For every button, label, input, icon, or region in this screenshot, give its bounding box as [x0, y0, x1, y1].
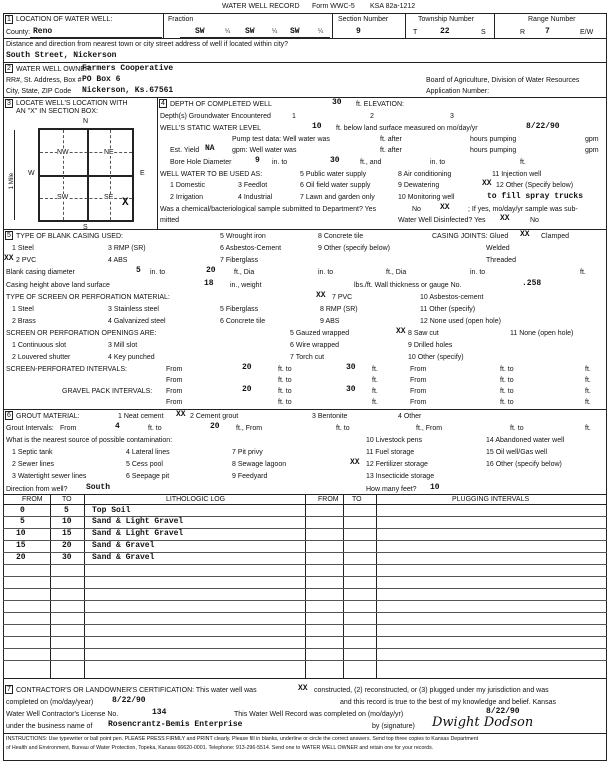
log-header-from: FROM: [22, 496, 43, 503]
township-t: T: [413, 29, 418, 36]
use-mark: XX: [482, 179, 492, 188]
depth-value: 30: [332, 98, 342, 107]
quadrant-nw: NW: [57, 149, 69, 156]
screen-9: 9 ABS: [320, 318, 340, 325]
yield-value: NA: [205, 144, 215, 153]
gpi-from-2: From: [410, 388, 427, 395]
license-label: Water Well Contractor's License No.: [6, 711, 119, 718]
county-value: Reno: [33, 27, 53, 36]
spi-to-4: ft. to: [500, 377, 514, 384]
contam-13: 13 Insecticide storage: [366, 473, 435, 480]
depth-label: DEPTH OF COMPLETED WELL: [170, 101, 272, 108]
ksa-reference: KSA 82a-1212: [370, 3, 416, 10]
static-value: 10: [312, 122, 322, 131]
gi-to-label-2: ft. to: [336, 425, 350, 432]
contam-15: 15 Oil well/Gas well: [486, 449, 548, 456]
contamination-label: What is the nearest source of possible contamination:: [6, 437, 173, 444]
screen-11: 11 Other (specify): [420, 306, 476, 313]
casing-weight-label: in., weight: [230, 282, 262, 289]
record-completed-date: 8/22/90: [486, 707, 520, 716]
address-label: RR#, St. Address, Box #: [6, 77, 82, 84]
screen-8: 8 RMP (SR): [320, 306, 358, 313]
quarter-mark-2: ¼: [272, 28, 278, 35]
record-completed-label: This Water Well Record was completed on (mo/day/yr): [234, 711, 404, 718]
section-6-number: 6: [5, 411, 13, 420]
casing-dia-1: ft., Dia: [234, 269, 255, 276]
elevation-label: ft. ELEVATION:: [356, 101, 404, 108]
gpi-label: GRAVEL PACK INTERVALS:: [62, 388, 153, 395]
use-label: WELL WATER TO BE USED AS:: [160, 171, 263, 178]
use-4: 4 Industrial: [238, 194, 273, 201]
open-8: 8 Saw cut: [408, 330, 439, 337]
grout-2: 2 Cement grout: [190, 413, 239, 420]
screen-mark: XX: [316, 291, 326, 300]
log-from: 20: [16, 553, 26, 562]
casing-to-value: 20: [206, 266, 216, 275]
log-to: 10: [62, 517, 72, 526]
log-from: 10: [16, 529, 26, 538]
yield-after: ft. after: [380, 147, 402, 154]
casing-height-value: 18: [204, 279, 214, 288]
gpi-to-value: 30: [346, 385, 356, 394]
log-from: 0: [20, 506, 25, 515]
casing-diameter-value: 5: [136, 266, 141, 275]
screen-7: 7 PVC: [332, 294, 353, 301]
quarter-mark-3: ¼: [318, 28, 324, 35]
open-5: 5 Gauzed wrapped: [290, 330, 350, 337]
gpi-to-2: ft. to: [500, 388, 514, 395]
quadrant-se: SE: [104, 194, 114, 201]
casing-lbs-label: lbs./ft. Wall thickness or gauge No.: [354, 282, 462, 289]
gauge-value: .258: [522, 279, 542, 288]
completed-date: 8/22/90: [112, 696, 146, 705]
use-12: 12 Other (Specify below): [496, 182, 574, 189]
use-9: 9 Dewatering: [398, 182, 440, 189]
quadrant-ne: NE: [104, 149, 114, 156]
screen-4: 4 Galvanized steel: [108, 318, 166, 325]
direction-value: South: [86, 483, 111, 492]
quadrant-sw: SW: [57, 194, 69, 201]
log-description: Sand & Gravel: [92, 553, 155, 562]
gpi-to-4: ft. to: [500, 399, 514, 406]
range-label: Range Number: [528, 16, 576, 23]
grout-from-value: 4: [115, 422, 120, 431]
use-7: 7 Lawn and garden only: [300, 194, 375, 201]
screen-5: 5 Fiberglass: [220, 306, 259, 313]
grout-mark: XX: [176, 410, 186, 419]
log-to: 30: [62, 553, 72, 562]
open-2: 2 Louvered shutter: [12, 354, 71, 361]
casing-in-to-3: in. to: [470, 269, 486, 276]
spi-to-1: ft. to: [278, 366, 292, 373]
grout-3: 3 Bentonite: [312, 413, 348, 420]
open-7: 7 Torch cut: [290, 354, 325, 361]
certification-mark: XX: [298, 684, 308, 693]
contam-9: 9 Feedyard: [232, 473, 268, 480]
casing-in-to: in. to: [150, 269, 166, 276]
compass-e: E: [140, 170, 145, 177]
screen-6: 6 Concrete tile: [220, 318, 266, 325]
contam-6: 6 Seepage pit: [126, 473, 170, 480]
casing-in-to-2: in. to: [318, 269, 334, 276]
use-10: 10 Monitoring well: [398, 194, 455, 201]
yield-hours: hours pumping: [470, 147, 517, 154]
static-label: WELL'S STATIC WATER LEVEL: [160, 125, 262, 132]
log-header-plugging: PLUGGING INTERVALS: [452, 496, 530, 503]
township-s: S: [481, 29, 486, 36]
screen-2: 2 Brass: [12, 318, 36, 325]
range-r: R: [520, 29, 526, 36]
chem-tail: ; If yes, mo/day/yr sample was sub-: [468, 206, 578, 213]
certification-text: constructed, (2) reconstructed, or (3) plugged under my jurisdiction and was: [314, 687, 549, 694]
grout-1: 1 Neat cement: [118, 413, 164, 420]
use-8: 8 Air conditioning: [398, 171, 452, 178]
gpi-from-3: From: [166, 399, 183, 406]
open-6: 6 Wire wrapped: [290, 342, 340, 349]
screen-12: 12 None used (open hole): [420, 318, 501, 325]
bore-in-to-2: in. to: [430, 159, 446, 166]
spi-ft-4: ft.: [585, 377, 591, 384]
contam-4: 4 Lateral lines: [126, 449, 170, 456]
chem-no: No: [412, 206, 421, 213]
screen-label: TYPE OF SCREEN OR PERFORATION MATERIAL:: [6, 294, 170, 301]
casing-9: 9 Other (specify below): [318, 245, 390, 252]
casing-1: 1 Steel: [12, 245, 34, 252]
section-number-label: Section Number: [338, 16, 389, 23]
gpi-ft-2: ft.: [585, 388, 591, 395]
certification-label: CONTRACTOR'S OR LANDOWNER'S CERTIFICATION: This water well was: [16, 687, 257, 694]
casing-diameter-label: Blank casing diameter: [6, 269, 75, 276]
fraction-q3: SW: [290, 27, 300, 36]
gpi-to-1: ft. to: [278, 388, 292, 395]
yield-gpm: gpm: [585, 147, 599, 154]
chem-mark: XX: [440, 203, 450, 212]
gi-to-label-3: ft. to: [510, 425, 524, 432]
section-7-number: 7: [5, 685, 13, 694]
gpi-from-1: From: [166, 388, 183, 395]
log-to: 20: [62, 541, 72, 550]
log-description: Sand & Light Gravel: [92, 517, 184, 526]
open-10: 10 Other (specify): [408, 354, 464, 361]
spi-from-1: From: [166, 366, 183, 373]
board-text: Board of Agriculture, Division of Water Resources: [426, 77, 580, 84]
county-label: County:: [6, 29, 31, 36]
gpi-ft-1: ft.: [372, 388, 378, 395]
screen-3: 3 Stainless steel: [108, 306, 159, 313]
range-value: 7: [545, 27, 550, 36]
screen-10: 10 Asbestos-cement: [420, 294, 484, 301]
contam-14: 14 Abandoned water well: [486, 437, 565, 444]
casing-mark: XX: [4, 254, 14, 263]
location-x-mark: X: [122, 197, 129, 209]
spi-to-3: ft. to: [278, 377, 292, 384]
section-5-number: 5: [5, 231, 13, 240]
spi-from-2: From: [410, 366, 427, 373]
log-header-to-2: TO: [352, 496, 362, 503]
bore-to-value: 30: [330, 156, 340, 165]
log-description: Top Soil: [92, 506, 131, 515]
contam-1: 1 Septic tank: [12, 449, 53, 456]
business-label: under the business name of: [6, 723, 93, 730]
locate-label-1: LOCATE WELL'S LOCATION WITH: [16, 100, 128, 107]
contam-10: 10 Livestock pens: [366, 437, 423, 444]
signature: Dwight Dodson: [432, 715, 534, 730]
grout-label: GROUT MATERIAL:: [16, 413, 80, 420]
owner-label: WATER WELL OWNER:: [16, 66, 92, 73]
compass-w: W: [28, 170, 35, 177]
section-3-number: 3: [5, 99, 13, 108]
form-title: WATER WELL RECORD: [222, 3, 300, 10]
quarter-mark-1: ¼: [225, 28, 231, 35]
use-6: 6 Oil field water supply: [300, 182, 371, 189]
openings-mark: XX: [396, 327, 406, 336]
open-1: 1 Continuous slot: [12, 342, 67, 349]
gi-ft-from-2: ft., From: [416, 425, 443, 432]
disinfected-mark: XX: [500, 214, 510, 223]
application-number-label: Application Number:: [426, 88, 490, 95]
spi-to-2: ft. to: [500, 366, 514, 373]
section-number-value: 9: [356, 27, 361, 36]
contam-2: 2 Sewer lines: [12, 461, 55, 468]
yield-label: Est. Yield: [170, 147, 200, 154]
joints-threaded: Threaded: [486, 257, 516, 264]
pump-hours: hours pumping: [470, 136, 517, 143]
grout-4: 4 Other: [398, 413, 422, 420]
instructions-line-1: INSTRUCTIONS: Use typewriter or ball point pen. PLEASE PRESS FIRMLY and PRINT clearly. Please fill in blanks, underline or circle the correct answers. Send top three copies to Kansas Department: [6, 736, 479, 742]
contam-12: 12 Fertilizer storage: [366, 461, 428, 468]
compass-s: S: [83, 224, 88, 231]
use-2: 2 Irrigation: [170, 194, 204, 201]
gpi-from-value: 20: [242, 385, 252, 394]
completed-label: completed on (mo/day/year): [6, 699, 94, 706]
location-label: LOCATION OF WATER WELL:: [16, 16, 113, 23]
fraction-q2: SW: [245, 27, 255, 36]
log-header-to: TO: [62, 496, 72, 503]
casing-2: 2 PVC: [16, 257, 37, 264]
spi-to-value: 30: [346, 363, 356, 372]
groundwater-label: Depth(s) Groundwater Encountered: [160, 113, 271, 120]
city-label: City, State, ZIP Code: [6, 88, 72, 95]
contam-3: 3 Watertight sewer lines: [12, 473, 87, 480]
log-header-from-2: FROM: [318, 496, 339, 503]
log-description: Sand & Light Gravel: [92, 529, 184, 538]
city-value: Nickerson, Ks.67561: [82, 86, 174, 95]
disinfected-label: Water Well Disinfected? Yes: [398, 217, 486, 224]
spi-ft-1: ft.: [372, 366, 378, 373]
gi-ft-from: ft., From: [236, 425, 263, 432]
casing-height-label: Casing height above land surface: [6, 282, 110, 289]
gw-1: 1: [292, 113, 296, 120]
section-4-number: 4: [159, 99, 167, 108]
log-description: Sand & Gravel: [92, 541, 155, 550]
instructions-line-2: of Health and Environment, Bureau of Water Protection, Topeka, Kansas 66620-0001. Telephone: 913-296-5514. Send one to WATER WELL OWNER and retain one for your records.: [6, 745, 434, 751]
open-3: 3 Mill slot: [108, 342, 138, 349]
static-text: ft. below land surface measured on mo/day/yr: [336, 125, 478, 132]
contam-8: 8 Sewage lagoon: [232, 461, 287, 468]
casing-4: 4 ABS: [108, 257, 128, 264]
joints-label: CASING JOINTS: Glued: [432, 233, 509, 240]
chem-label: Was a chemical/bacteriological sample submitted to Department? Yes: [160, 206, 377, 213]
use-3: 3 Feedlot: [238, 182, 268, 189]
range-ew: E/W: [580, 29, 594, 36]
use-1: 1 Domestic: [170, 182, 206, 189]
spi-label: SCREEN-PERFORATED INTERVALS:: [6, 366, 127, 373]
howmany-label: How many feet?: [366, 486, 417, 493]
spi-ft-3: ft.: [372, 377, 378, 384]
casing-ft: ft.: [580, 269, 586, 276]
open-11: 11 None (open hole): [510, 330, 574, 337]
form-number: Form WWC-5: [312, 3, 355, 10]
open-4: 4 Key punched: [108, 354, 155, 361]
fraction-label: Fraction: [168, 16, 194, 23]
bore-and: ft., and: [360, 159, 382, 166]
contamination-mark: XX: [350, 458, 360, 467]
spi-from-4: From: [410, 377, 427, 384]
township-label: Township Number: [418, 16, 475, 23]
joints-mark: XX: [520, 230, 530, 239]
section-2-number: 2: [5, 64, 13, 73]
township-value: 22: [440, 27, 450, 36]
casing-3: 3 RMP (SR): [108, 245, 146, 252]
joints-clamped: Clamped: [541, 233, 570, 240]
distance-label: Distance and direction from nearest town or city street address of well if located within city?: [6, 41, 289, 48]
contam-16: 16 Other (specify below): [486, 461, 562, 468]
casing-6: 6 Asbestos-Cement: [220, 245, 282, 252]
log-header-lithologic: LITHOLOGIC LOG: [166, 496, 226, 503]
grout-to-value: 20: [210, 422, 220, 431]
license-value: 134: [152, 708, 167, 717]
business-value: Rosencrantz-Bemis Enterprise: [108, 720, 243, 729]
section-1-number: 1: [5, 15, 13, 24]
joints-welded: Welded: [486, 245, 510, 252]
fraction-q1: SW: [195, 27, 205, 36]
log-from: 5: [20, 517, 25, 526]
direction-label: Direction from well?: [6, 486, 68, 493]
casing-label: TYPE OF BLANK CASING USED:: [16, 233, 123, 240]
chem-mitted: mitted: [160, 217, 180, 224]
spi-from-3: From: [166, 377, 183, 384]
disinfected-no: No: [530, 217, 539, 224]
gw-3: 3: [450, 113, 454, 120]
contam-5: 5 Cess pool: [126, 461, 163, 468]
log-to: 15: [62, 529, 72, 538]
screen-1: 1 Steel: [12, 306, 34, 313]
gpi-ft-4: ft.: [585, 399, 591, 406]
bore-ft: ft.: [520, 159, 526, 166]
casing-dia-2: ft., Dia: [386, 269, 407, 276]
compass-n: N: [83, 118, 89, 125]
use-other-value: to fill spray trucks: [487, 192, 584, 201]
section-grid: [38, 128, 134, 222]
gpi-to-3: ft. to: [278, 399, 292, 406]
spi-from-value: 20: [242, 363, 252, 372]
casing-8: 8 Concrete tile: [318, 233, 364, 240]
locate-label-2: AN "X" IN SECTION BOX:: [16, 108, 98, 115]
use-11: 11 Injection well: [492, 171, 542, 178]
contam-7: 7 Pit privy: [232, 449, 263, 456]
pump-after: ft. after: [380, 136, 402, 143]
gi-from-label: From: [60, 425, 77, 432]
static-date: 8/22/90: [526, 122, 560, 131]
completed-tail: and this record is true to the best of my knowledge and belief. Kansas: [340, 699, 556, 706]
howmany-value: 10: [430, 483, 440, 492]
gi-to-label: ft. to: [148, 425, 162, 432]
log-to: 5: [64, 506, 69, 515]
yield-unit: gpm: Well water was: [232, 147, 297, 154]
pump-gpm: gpm: [585, 136, 599, 143]
address-value: PO Box 6: [82, 75, 121, 84]
use-5: 5 Public water supply: [300, 171, 367, 178]
signature-label: by (signature): [372, 723, 415, 730]
casing-7: 7 Fiberglass: [220, 257, 259, 264]
grout-intervals-label: Grout Intervals:: [6, 425, 54, 432]
mile-label: 1 Mile: [8, 172, 16, 190]
casing-5: 5 Wrought iron: [220, 233, 266, 240]
contam-11: 11 Fuel storage: [366, 449, 415, 456]
gw-2: 2: [370, 113, 374, 120]
openings-label: SCREEN OR PERFORATION OPENINGS ARE:: [6, 330, 157, 337]
bore-value: 9: [255, 156, 260, 165]
log-from: 15: [16, 541, 26, 550]
distance-value: South Street, Nickerson: [6, 51, 117, 60]
gpi-from-4: From: [410, 399, 427, 406]
spi-ft-2: ft.: [585, 366, 591, 373]
bore-label: Bore Hole Diameter: [170, 159, 232, 166]
pump-label: Pump test data: Well water was: [232, 136, 330, 143]
owner-value: Farmers Cooperative: [82, 64, 174, 73]
gi-ft-end: ft.: [585, 425, 591, 432]
gpi-ft-3: ft.: [372, 399, 378, 406]
open-9: 9 Drilled holes: [408, 342, 453, 349]
bore-in-to: in. to: [272, 159, 288, 166]
